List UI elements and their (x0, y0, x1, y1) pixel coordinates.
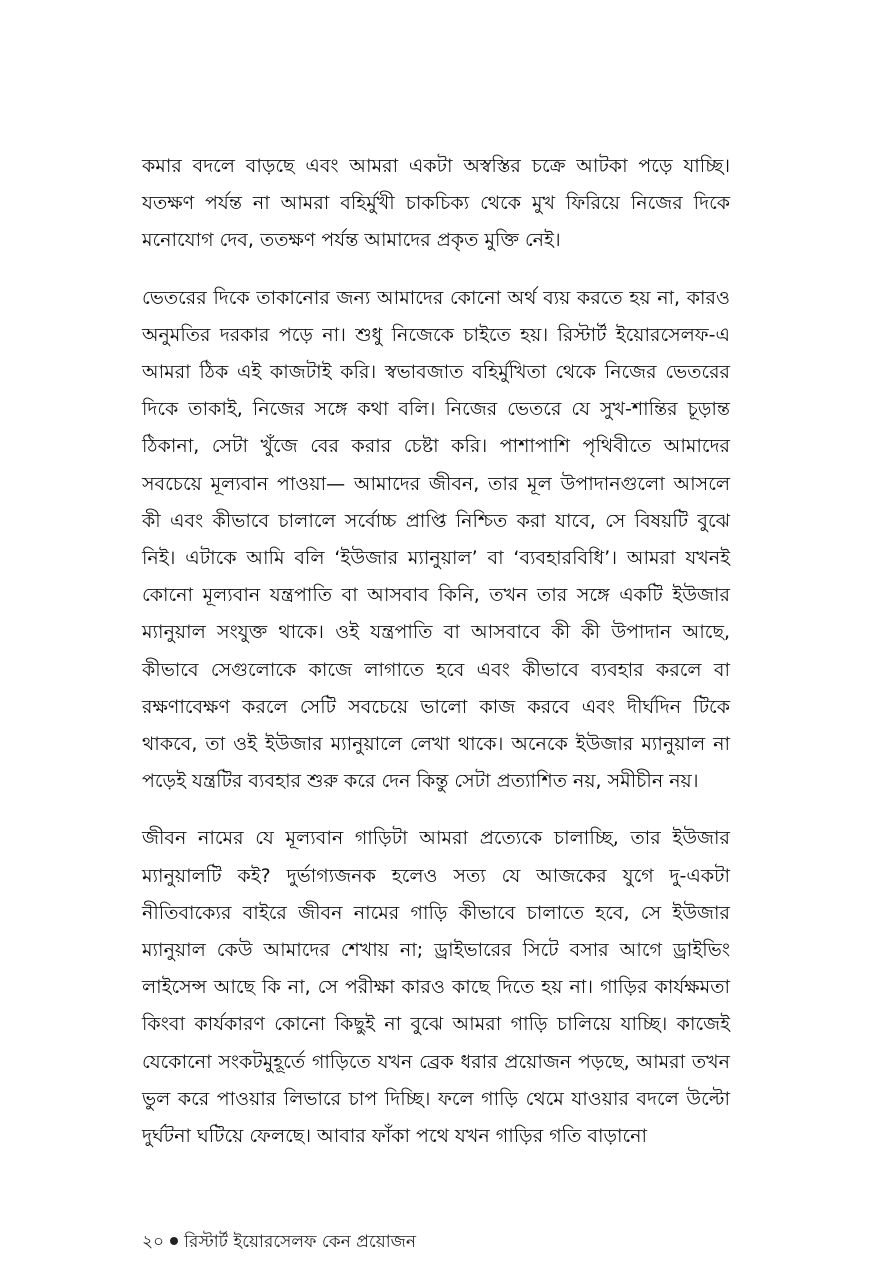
paragraph-3: জীবন নামের যে মূল্যবান গাড়িটা আমরা প্রত্যেকে চালাচ্ছি, তার ইউজার ম্যানুয়ালটি কই? দুর্ভাগ্যজনক হলেও সত্য যে আজকের যুগে দু-একটা নীতিবাক্যের বাইরে জীবন নামের গাড়ি কীভাবে চালাতে হবে, সে ইউজার ম্যানুয়াল কেউ আমাদের শেখায় না; ড্রাইভারের সিটে বসার আগে ড্রাইভিং লাইসেন্স আছে কি না, সে পরীক্ষা কারও কাছে দিতে হয় না। গাড়ির কার্যক্ষমতা কিংবা কার্যকারণ কোনো কিছুই না বুঝে আমরা গাড়ি চালিয়ে যাচ্ছি। কাজেই যেকোনো সংকটমুহূর্তে গাড়িতে যখন ব্রেক ধরার প্রয়োজন পড়ছে, আমরা তখন ভুল করে পাওয়ার লিভারে চাপ দিচ্ছি। ফলে গাড়ি থেমে যাওয়ার বদলে উল্টো দুর্ঘটনা ঘটিয়ে ফেলছে। আবার ফাঁকা পথে যখন গাড়ির গতি বাড়ানো (142, 827, 730, 1148)
running-title: রিস্টার্ট ইয়োরসেলফ কেন প্রয়োজন (184, 1232, 417, 1252)
page-body (142, 148, 730, 1175)
bullet-separator-icon (170, 1237, 178, 1245)
page-footer (142, 1230, 416, 1254)
page-number: ২০ (142, 1232, 165, 1252)
paragraph-2: ভেতরের দিকে তাকানোর জন্য আমাদের কোনো অর্থ ব্যয় করতে হয় না, কারও অনুমতির দরকার পড়ে না। শুধু নিজেকে চাইতে হয়। রিস্টার্ট ইয়োরসেলফ-এ আমরা ঠিক এই কাজটাই করি। স্বভাবজাত বহির্মুখিতা থেকে নিজের ভেতরের দিকে তাকাই, নিজের সঙ্গে কথা বলি। নিজের ভেতরে যে সুখ-শান্তির চূড়ান্ত ঠিকানা, সেটা খুঁজে বের করার চেষ্টা করি। পাশাপাশি পৃথিবীতে আমাদের সবচেয়ে মূল্যবান পাওয়া— আমাদের জীবন, তার মূল উপাদানগুলো আসলে কী এবং কীভাবে চালালে সর্বোচ্চ প্রাপ্তি নিশ্চিত করা যাবে, সে বিষয়টি বুঝে নিই। এটাকে আমি বলি ‘ইউজার ম্যানুয়াল’ বা ‘ব্যবহারবিধি’। আমরা যখনই কোনো মূল্যবান যন্ত্রপাতি বা আসবাব কিনি, তখন তার সঙ্গে একটি ইউজার ম্যানুয়াল সংযুক্ত থাকে। ওই যন্ত্রপাতি বা আসবাবে কী কী উপাদান আছে, কীভাবে সেগুলোকে কাজে লাগাতে হবে এবং কীভাবে ব্যবহার করলে বা রক্ষণাবেক্ষণ করলে সেটি সবচেয়ে ভালো কাজ করবে এবং দীর্ঘদিন টিকে থাকবে, তা ওই ইউজার ম্যানুয়ালে লেখা থাকে। অনেকে ইউজার ম্যানুয়াল না পড়েই যন্ত্রটির ব্যবহার শুরু করে দেন কিন্তু সেটা প্রত্যাশিত নয়, সমীচীন নয়। (142, 286, 730, 793)
paragraph-1: কমার বদলে বাড়ছে এবং আমরা একটা অস্বস্তির চক্রে আটকা পড়ে যাচ্ছি। যতক্ষণ পর্যন্ত না আমরা বহির্মুখী চাকচিক্য থেকে মুখ ফিরিয়ে নিজের দিকে মনোযোগ দেব, ততক্ষণ পর্যন্ত আমাদের প্রকৃত মুক্তি নেই। (142, 155, 730, 252)
